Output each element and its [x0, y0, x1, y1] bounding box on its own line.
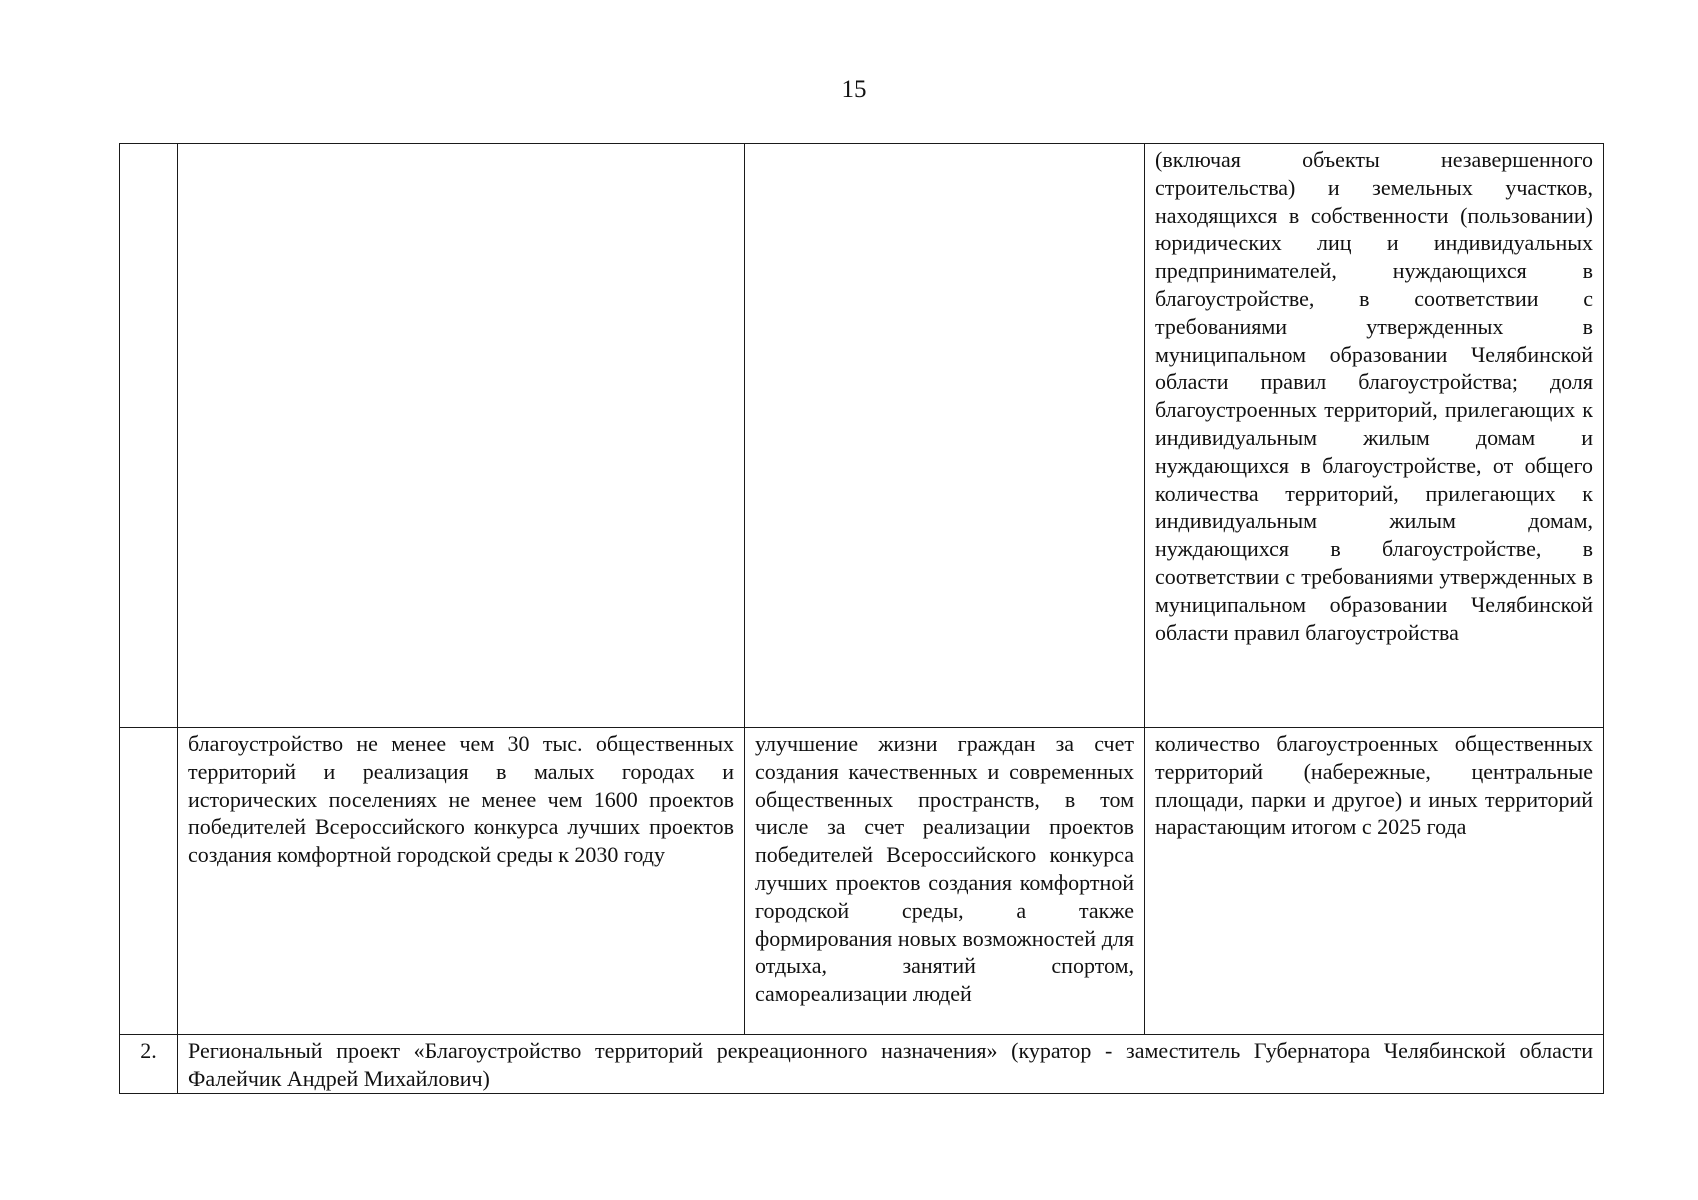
indicator-cell: количество благоустроенных общественных территорий (набережные, центральные площади, парки и другое) и иных территорий нарастающим итогом с 2025 года — [1145, 728, 1604, 1035]
page-number — [0, 76, 1698, 104]
table-row — [120, 144, 1604, 728]
result-cell — [745, 144, 1145, 728]
table-row — [120, 728, 1604, 1035]
row-number-cell — [120, 728, 178, 1035]
document-table — [119, 143, 1604, 1094]
row-number-cell — [120, 144, 178, 728]
table-row — [120, 1035, 1604, 1094]
task-cell — [178, 144, 745, 728]
task-cell: благоустройство не менее чем 30 тыс. общественных территорий и реализация в малых городах и исторических поселениях не менее чем 1600 проектов победителей Всероссийского конкурса лучших проектов создания комфортной городской среды к 2030 году — [178, 728, 745, 1035]
regional-project-heading: Региональный проект «Благоустройство территорий рекреационного назначения» (куратор - заместитель Губернатора Челябинской области Фалейчик Андрей Михайлович) — [178, 1035, 1604, 1094]
result-cell: улучшение жизни граждан за счет создания качественных и современных общественных пространств, в том числе за счет реализации проектов победителей Всероссийского конкурса лучших проектов создания комфортной городской среды, а также формирования новых возможностей для отдыха, занятий спортом, самореализации людей — [745, 728, 1145, 1035]
row-number-cell: 2. — [120, 1035, 178, 1094]
page-number-text: 15 — [841, 76, 867, 103]
indicator-cell: (включая объекты незавершенного строительства) и земельных участков, находящихся в собственности (пользовании) юридических лиц и индивидуальных предпринимателей, нуждающихся в благоустройстве, в соответствии с требованиями утвержденных в муниципальном образовании Челябинской области правил благоустройства; доля благоустроенных территорий, прилегающих к индивидуальным жилым домам и нуждающихся в благоустройстве, от общего количества территорий, прилегающих к индивидуальным жилым домам, нуждающихся в благоустройстве, в соответствии с требованиями утвержденных в муниципальном образовании Челябинской области правил благоустройства — [1145, 144, 1604, 728]
